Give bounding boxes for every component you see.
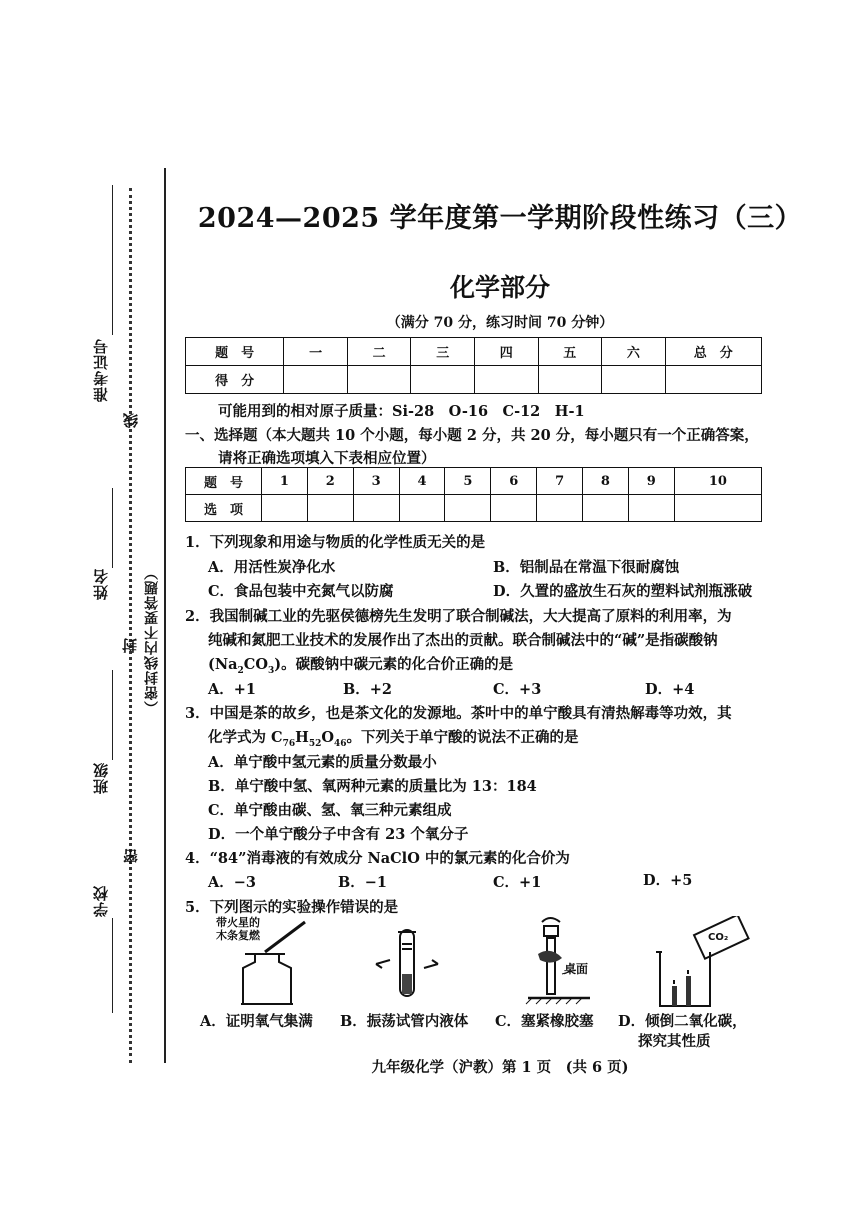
answer-choice-row — [186, 495, 762, 522]
answer-number-cell: 5 — [445, 468, 491, 495]
answer-table — [185, 467, 762, 522]
score-header-cell: 四 — [474, 338, 538, 366]
q1-option-d: D．久置的盛放生石灰的塑料试剂瓶涨破 — [493, 583, 753, 600]
q3-line2: 化学式为 $C_{76}H_{52}O_{46}$。下列关于单宁酸的说法不正确的是 — [208, 729, 579, 749]
atomic-masses: 可能用到的相对原子质量：Si-28 O-16 C-12 H-1 — [218, 403, 585, 420]
q5-option-c: C．塞紧橡胶塞 — [495, 1013, 594, 1030]
q2-option-b: B．+2 — [343, 681, 392, 698]
answer-choice-cell[interactable] — [445, 495, 491, 522]
score-cell[interactable] — [602, 366, 666, 394]
name-field[interactable] — [112, 488, 113, 568]
answer-number-cell: 3 — [353, 468, 399, 495]
answer-number-cell: 1 — [262, 468, 308, 495]
page-footer: 九年级化学（沪教）第 1 页 (共 6 页) — [371, 1059, 629, 1076]
answer-number-cell: 4 — [399, 468, 445, 495]
exam-title: 2024—2025 学年度第一学期阶段性练习（三） — [197, 203, 803, 234]
section1-heading-line1: 一、选择题（本大题共 10 个小题，每小题 2 分，共 20 分，每小题只有一个正确答案， — [185, 427, 759, 444]
answer-number-cell: 9 — [628, 468, 674, 495]
q5-stem: 5．下列图示的实验操作错误的是 — [185, 899, 399, 916]
gas-jar-icon — [205, 916, 325, 1006]
score-cell[interactable] — [284, 366, 348, 394]
figure-c-stopper — [520, 914, 620, 1006]
answer-number-cell: 7 — [537, 468, 583, 495]
figure-c-label: 桌面 — [564, 962, 589, 976]
answer-row-label: 选 项 — [186, 495, 262, 522]
score-cell[interactable] — [538, 366, 602, 394]
q4-option-a: A．−3 — [208, 874, 256, 891]
exam-note: （满分 70 分，练习时间 70 分钟） — [386, 315, 614, 331]
score-header-cell: 题 号 — [186, 338, 284, 366]
q3-option-c: C．单宁酸由碳、氢、氧三种元素组成 — [208, 802, 452, 819]
answer-choice-cell[interactable] — [674, 495, 761, 522]
answer-choice-cell[interactable] — [491, 495, 537, 522]
score-row-label: 得 分 — [186, 366, 284, 394]
answer-choice-cell[interactable] — [399, 495, 445, 522]
score-header-cell: 五 — [538, 338, 602, 366]
score-cell[interactable] — [665, 366, 761, 394]
seal-notice: （密封线内不要答题） — [144, 565, 160, 715]
section1-heading-line2: 请将正确选项填入下表相应位置） — [218, 450, 436, 467]
answer-choice-cell[interactable] — [307, 495, 353, 522]
answer-choice-cell[interactable] — [262, 495, 308, 522]
figure-a-label: 带火星的 木条复燃 — [216, 916, 260, 942]
figure-d-label: CO₂ — [708, 932, 729, 943]
score-header-cell: 三 — [411, 338, 475, 366]
score-cell[interactable] — [347, 366, 411, 394]
figure-b-test-tube — [372, 924, 442, 1004]
exam-number-field[interactable] — [112, 185, 113, 335]
q4-stem: 4．“84”消毒液的有效成分 NaClO 中的氯元素的化合价为 — [185, 850, 570, 867]
answer-choice-cell[interactable] — [537, 495, 583, 522]
q3-option-d: D．一个单宁酸分子中含有 23 个氧分子 — [208, 826, 469, 843]
score-cell[interactable] — [411, 366, 475, 394]
q5-option-a: A．证明氧气集满 — [200, 1013, 313, 1030]
q3-option-b: B．单宁酸中氢、氧两种元素的质量比为 13：184 — [208, 778, 537, 795]
score-cell[interactable] — [474, 366, 538, 394]
q2-option-c: C．+3 — [493, 681, 542, 698]
score-header-cell: 总 分 — [665, 338, 761, 366]
score-table-header-row — [186, 338, 762, 366]
answer-number-cell: 2 — [307, 468, 353, 495]
answer-number-cell: 8 — [583, 468, 629, 495]
class-label: 班级 — [92, 762, 110, 794]
answer-choice-cell[interactable] — [583, 495, 629, 522]
school-label: 学校 — [92, 885, 110, 917]
q4-option-d: D．+5 — [643, 872, 693, 889]
answer-number-cell: 6 — [491, 468, 537, 495]
answer-row-label: 题 号 — [186, 468, 262, 495]
score-table — [185, 337, 762, 394]
q1-option-a: A．用活性炭净化水 — [208, 559, 336, 576]
q2-line1: 2．我国制碱工业的先驱侯德榜先生发明了联合制碱法，大大提高了原料的利用率，为 — [185, 608, 732, 625]
q4-option-b: B．−1 — [338, 874, 387, 891]
q2-option-a: A．+1 — [208, 681, 256, 698]
q2-line2: 纯碱和氮肥工业技术的发展作出了杰出的贡献。联合制碱法中的“碱”是指碳酸钠 — [208, 632, 718, 649]
q3-line1: 3．中国是茶的故乡，也是茶文化的发源地。茶叶中的单宁酸具有清热解毒等功效，其 — [185, 705, 732, 722]
secret-char: 密 — [122, 848, 140, 864]
seal-dotted-line — [129, 188, 132, 1063]
exam-number-label: 准考证号 — [92, 338, 110, 402]
class-field[interactable] — [112, 670, 113, 760]
answer-number-row — [186, 468, 762, 495]
name-label: 姓名 — [92, 568, 110, 600]
figure-d-co2-beaker — [650, 916, 760, 1010]
answer-choice-cell[interactable] — [628, 495, 674, 522]
figure-a-oxygen-jar — [205, 916, 325, 1006]
q4-option-c: C．+1 — [493, 874, 542, 891]
margin-solid-line — [164, 168, 166, 1063]
score-header-cell: 一 — [284, 338, 348, 366]
score-table-score-row — [186, 366, 762, 394]
q2-option-d: D．+4 — [645, 681, 695, 698]
score-header-cell: 六 — [602, 338, 666, 366]
q1-option-b: B．铝制品在常温下很耐腐蚀 — [493, 559, 680, 576]
q5-option-d-line2: 探究其性质 — [638, 1033, 711, 1050]
q1-option-c: C．食品包装中充氮气以防腐 — [208, 583, 394, 600]
q5-option-b: B．振荡试管内液体 — [340, 1013, 469, 1030]
q1-stem: 1．下列现象和用途与物质的化学性质无关的是 — [185, 534, 486, 551]
q5-option-d-line1: D．倾倒二氧化碳， — [618, 1013, 747, 1030]
beaker-candles-icon — [650, 916, 760, 1010]
line-char: 线 — [122, 412, 140, 428]
answer-choice-cell[interactable] — [353, 495, 399, 522]
answer-number-cell: 10 — [674, 468, 761, 495]
school-field[interactable] — [112, 918, 113, 1013]
q3-option-a: A．单宁酸中氢元素的质量分数最小 — [208, 754, 437, 771]
subject-title: 化学部分 — [449, 273, 550, 302]
seal-char: 封 — [121, 637, 139, 653]
q2-line3: $(Na_2CO_3)$。碳酸钠中碳元素的化合价正确的是 — [208, 656, 514, 676]
score-header-cell: 二 — [347, 338, 411, 366]
test-tube-icon — [372, 924, 442, 1004]
